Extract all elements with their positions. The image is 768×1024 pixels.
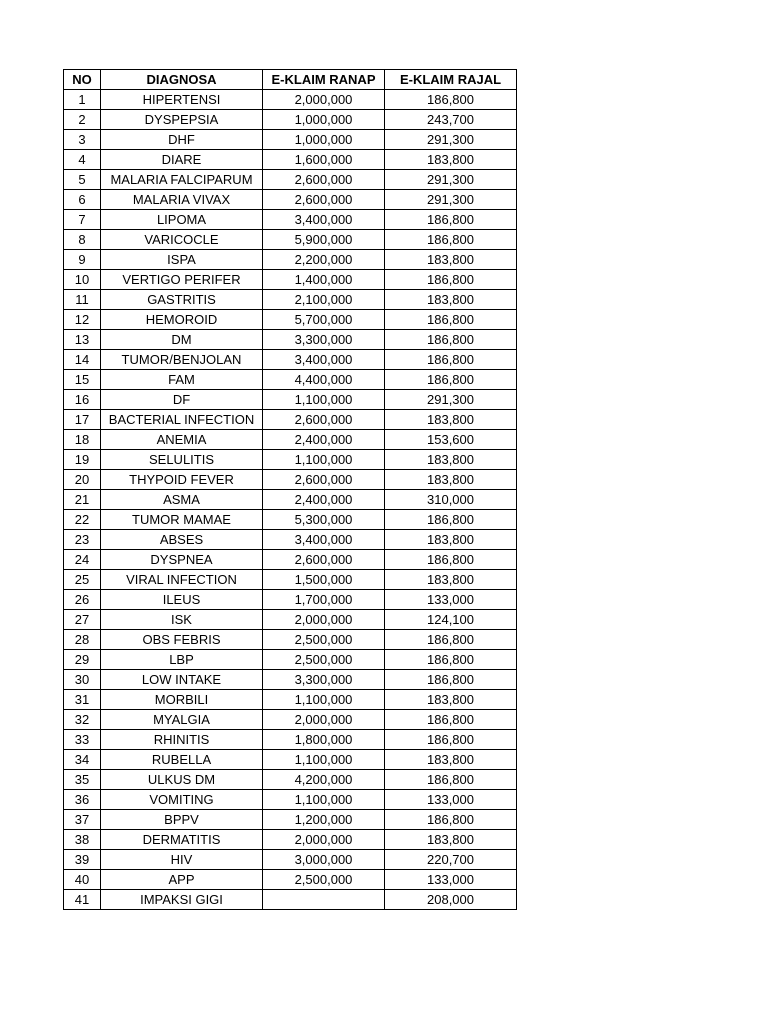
cell-eklaim-rajal: 183,800 — [385, 530, 517, 550]
cell-no: 30 — [64, 670, 101, 690]
cell-eklaim-rajal: 183,800 — [385, 410, 517, 430]
table-row — [64, 250, 517, 270]
table-row — [64, 230, 517, 250]
claims-table — [63, 69, 517, 910]
table-row — [64, 810, 517, 830]
cell-no: 20 — [64, 470, 101, 490]
cell-diagnosa: DYSPEPSIA — [101, 110, 263, 130]
cell-no: 27 — [64, 610, 101, 630]
cell-eklaim-ranap: 2,500,000 — [263, 650, 385, 670]
cell-diagnosa: DIARE — [101, 150, 263, 170]
cell-eklaim-ranap: 1,000,000 — [263, 130, 385, 150]
cell-eklaim-ranap: 2,400,000 — [263, 490, 385, 510]
cell-no: 33 — [64, 730, 101, 750]
cell-eklaim-ranap: 2,200,000 — [263, 250, 385, 270]
cell-no: 37 — [64, 810, 101, 830]
cell-eklaim-rajal: 183,800 — [385, 830, 517, 850]
cell-diagnosa: DHF — [101, 130, 263, 150]
cell-no: 5 — [64, 170, 101, 190]
cell-no: 6 — [64, 190, 101, 210]
cell-eklaim-ranap: 1,100,000 — [263, 690, 385, 710]
table-row — [64, 410, 517, 430]
table-row — [64, 510, 517, 530]
cell-diagnosa: HEMOROID — [101, 310, 263, 330]
cell-eklaim-ranap: 2,600,000 — [263, 550, 385, 570]
table-row — [64, 470, 517, 490]
cell-eklaim-ranap: 5,900,000 — [263, 230, 385, 250]
cell-no: 25 — [64, 570, 101, 590]
cell-eklaim-rajal: 208,000 — [385, 890, 517, 910]
cell-no: 1 — [64, 90, 101, 110]
cell-eklaim-ranap: 1,000,000 — [263, 110, 385, 130]
cell-eklaim-ranap: 2,500,000 — [263, 630, 385, 650]
cell-eklaim-ranap: 3,400,000 — [263, 210, 385, 230]
cell-no: 3 — [64, 130, 101, 150]
cell-no: 32 — [64, 710, 101, 730]
cell-no: 8 — [64, 230, 101, 250]
cell-diagnosa: ULKUS DM — [101, 770, 263, 790]
cell-eklaim-ranap: 1,800,000 — [263, 730, 385, 750]
cell-eklaim-ranap: 1,100,000 — [263, 390, 385, 410]
cell-no: 9 — [64, 250, 101, 270]
cell-diagnosa: ISPA — [101, 250, 263, 270]
cell-eklaim-rajal: 186,800 — [385, 90, 517, 110]
cell-no: 22 — [64, 510, 101, 530]
table-row — [64, 750, 517, 770]
cell-eklaim-rajal: 186,800 — [385, 370, 517, 390]
cell-diagnosa: RHINITIS — [101, 730, 263, 750]
table-row — [64, 710, 517, 730]
table-row — [64, 670, 517, 690]
cell-eklaim-ranap: 5,300,000 — [263, 510, 385, 530]
cell-eklaim-ranap: 2,600,000 — [263, 470, 385, 490]
cell-eklaim-rajal: 291,300 — [385, 390, 517, 410]
cell-diagnosa: ILEUS — [101, 590, 263, 610]
table-row — [64, 390, 517, 410]
cell-eklaim-rajal: 186,800 — [385, 710, 517, 730]
table-row — [64, 610, 517, 630]
table-row — [64, 190, 517, 210]
cell-diagnosa: APP — [101, 870, 263, 890]
table-row — [64, 210, 517, 230]
cell-eklaim-rajal: 186,800 — [385, 270, 517, 290]
cell-diagnosa: MORBILI — [101, 690, 263, 710]
cell-diagnosa: TUMOR MAMAE — [101, 510, 263, 530]
cell-diagnosa: GASTRITIS — [101, 290, 263, 310]
cell-eklaim-ranap: 1,100,000 — [263, 790, 385, 810]
cell-eklaim-rajal: 291,300 — [385, 190, 517, 210]
cell-eklaim-rajal: 133,000 — [385, 590, 517, 610]
cell-eklaim-ranap: 1,400,000 — [263, 270, 385, 290]
table-row — [64, 170, 517, 190]
cell-eklaim-rajal: 183,800 — [385, 470, 517, 490]
cell-eklaim-ranap: 2,600,000 — [263, 410, 385, 430]
cell-eklaim-ranap: 2,400,000 — [263, 430, 385, 450]
cell-eklaim-rajal: 183,800 — [385, 570, 517, 590]
cell-diagnosa: BACTERIAL INFECTION — [101, 410, 263, 430]
table-row — [64, 650, 517, 670]
cell-eklaim-ranap: 2,000,000 — [263, 610, 385, 630]
cell-no: 24 — [64, 550, 101, 570]
cell-eklaim-rajal: 183,800 — [385, 150, 517, 170]
cell-eklaim-rajal: 186,800 — [385, 310, 517, 330]
cell-no: 12 — [64, 310, 101, 330]
table-row — [64, 110, 517, 130]
cell-diagnosa: LIPOMA — [101, 210, 263, 230]
table-row — [64, 90, 517, 110]
table-row — [64, 490, 517, 510]
cell-eklaim-rajal: 124,100 — [385, 610, 517, 630]
cell-eklaim-rajal: 186,800 — [385, 210, 517, 230]
table-row — [64, 290, 517, 310]
cell-eklaim-rajal: 243,700 — [385, 110, 517, 130]
cell-eklaim-ranap: 4,400,000 — [263, 370, 385, 390]
cell-eklaim-rajal: 133,000 — [385, 790, 517, 810]
table-row — [64, 530, 517, 550]
cell-diagnosa: MALARIA VIVAX — [101, 190, 263, 210]
cell-diagnosa: TUMOR/BENJOLAN — [101, 350, 263, 370]
cell-diagnosa: DF — [101, 390, 263, 410]
cell-no: 40 — [64, 870, 101, 890]
cell-eklaim-ranap: 1,700,000 — [263, 590, 385, 610]
cell-eklaim-ranap: 5,700,000 — [263, 310, 385, 330]
cell-no: 34 — [64, 750, 101, 770]
table-row — [64, 570, 517, 590]
table-row — [64, 370, 517, 390]
cell-no: 15 — [64, 370, 101, 390]
cell-no: 2 — [64, 110, 101, 130]
table-row — [64, 150, 517, 170]
cell-no: 35 — [64, 770, 101, 790]
cell-diagnosa: MALARIA FALCIPARUM — [101, 170, 263, 190]
cell-eklaim-ranap: 3,400,000 — [263, 350, 385, 370]
cell-no: 17 — [64, 410, 101, 430]
cell-diagnosa: DM — [101, 330, 263, 350]
cell-eklaim-rajal: 183,800 — [385, 450, 517, 470]
cell-eklaim-ranap: 2,000,000 — [263, 710, 385, 730]
cell-eklaim-ranap: 2,500,000 — [263, 870, 385, 890]
header-eklaim-ranap: E-KLAIM RANAP — [263, 70, 385, 90]
table-row — [64, 830, 517, 850]
cell-eklaim-rajal: 183,800 — [385, 750, 517, 770]
table-row — [64, 790, 517, 810]
cell-diagnosa: VARICOCLE — [101, 230, 263, 250]
table-row — [64, 550, 517, 570]
cell-diagnosa: ANEMIA — [101, 430, 263, 450]
table-row — [64, 450, 517, 470]
cell-eklaim-ranap — [263, 890, 385, 910]
cell-no: 18 — [64, 430, 101, 450]
cell-eklaim-ranap: 1,200,000 — [263, 810, 385, 830]
cell-eklaim-ranap: 3,300,000 — [263, 670, 385, 690]
cell-diagnosa: LOW INTAKE — [101, 670, 263, 690]
cell-eklaim-rajal: 186,800 — [385, 330, 517, 350]
cell-no: 23 — [64, 530, 101, 550]
table-row — [64, 870, 517, 890]
cell-diagnosa: LBP — [101, 650, 263, 670]
cell-diagnosa: SELULITIS — [101, 450, 263, 470]
table-row — [64, 310, 517, 330]
table-row — [64, 890, 517, 910]
cell-eklaim-rajal: 186,800 — [385, 730, 517, 750]
cell-no: 28 — [64, 630, 101, 650]
table-row — [64, 270, 517, 290]
cell-eklaim-rajal: 186,800 — [385, 630, 517, 650]
header-eklaim-rajal: E-KLAIM RAJAL — [385, 70, 517, 90]
cell-diagnosa: VIRAL INFECTION — [101, 570, 263, 590]
cell-no: 39 — [64, 850, 101, 870]
cell-no: 13 — [64, 330, 101, 350]
table-row — [64, 850, 517, 870]
cell-eklaim-ranap: 1,500,000 — [263, 570, 385, 590]
cell-eklaim-rajal: 310,000 — [385, 490, 517, 510]
cell-no: 16 — [64, 390, 101, 410]
cell-no: 14 — [64, 350, 101, 370]
header-diagnosa: DIAGNOSA — [101, 70, 263, 90]
cell-diagnosa: OBS FEBRIS — [101, 630, 263, 650]
table-row — [64, 330, 517, 350]
cell-no: 7 — [64, 210, 101, 230]
cell-eklaim-rajal: 183,800 — [385, 690, 517, 710]
cell-eklaim-rajal: 186,800 — [385, 770, 517, 790]
table-row — [64, 590, 517, 610]
cell-diagnosa: ABSES — [101, 530, 263, 550]
cell-eklaim-ranap: 1,600,000 — [263, 150, 385, 170]
header-row — [64, 70, 517, 90]
cell-diagnosa: HIV — [101, 850, 263, 870]
cell-eklaim-rajal: 220,700 — [385, 850, 517, 870]
cell-diagnosa: ISK — [101, 610, 263, 630]
cell-eklaim-rajal: 186,800 — [385, 350, 517, 370]
cell-diagnosa: VERTIGO PERIFER — [101, 270, 263, 290]
cell-eklaim-ranap: 2,000,000 — [263, 830, 385, 850]
cell-eklaim-rajal: 186,800 — [385, 670, 517, 690]
table-row — [64, 130, 517, 150]
cell-eklaim-ranap: 3,300,000 — [263, 330, 385, 350]
cell-eklaim-rajal: 186,800 — [385, 550, 517, 570]
cell-eklaim-rajal: 183,800 — [385, 290, 517, 310]
cell-no: 26 — [64, 590, 101, 610]
cell-eklaim-rajal: 133,000 — [385, 870, 517, 890]
table-row — [64, 690, 517, 710]
cell-diagnosa: RUBELLA — [101, 750, 263, 770]
cell-diagnosa: BPPV — [101, 810, 263, 830]
cell-no: 4 — [64, 150, 101, 170]
cell-eklaim-ranap: 2,600,000 — [263, 190, 385, 210]
cell-eklaim-ranap: 1,100,000 — [263, 450, 385, 470]
cell-diagnosa: MYALGIA — [101, 710, 263, 730]
cell-eklaim-rajal: 186,800 — [385, 810, 517, 830]
cell-no: 11 — [64, 290, 101, 310]
cell-eklaim-rajal: 153,600 — [385, 430, 517, 450]
cell-eklaim-rajal: 186,800 — [385, 650, 517, 670]
table-row — [64, 350, 517, 370]
cell-no: 36 — [64, 790, 101, 810]
cell-eklaim-ranap: 1,100,000 — [263, 750, 385, 770]
cell-no: 19 — [64, 450, 101, 470]
cell-diagnosa: VOMITING — [101, 790, 263, 810]
cell-eklaim-ranap: 2,100,000 — [263, 290, 385, 310]
table-row — [64, 630, 517, 650]
cell-eklaim-ranap: 2,000,000 — [263, 90, 385, 110]
cell-diagnosa: HIPERTENSI — [101, 90, 263, 110]
cell-diagnosa: IMPAKSI GIGI — [101, 890, 263, 910]
cell-no: 10 — [64, 270, 101, 290]
cell-diagnosa: THYPOID FEVER — [101, 470, 263, 490]
cell-no: 31 — [64, 690, 101, 710]
cell-eklaim-rajal: 186,800 — [385, 510, 517, 530]
cell-eklaim-ranap: 3,400,000 — [263, 530, 385, 550]
cell-no: 21 — [64, 490, 101, 510]
table-row — [64, 730, 517, 750]
cell-eklaim-rajal: 291,300 — [385, 130, 517, 150]
cell-diagnosa: ASMA — [101, 490, 263, 510]
cell-eklaim-ranap: 3,000,000 — [263, 850, 385, 870]
cell-eklaim-rajal: 186,800 — [385, 230, 517, 250]
cell-eklaim-ranap: 4,200,000 — [263, 770, 385, 790]
cell-no: 38 — [64, 830, 101, 850]
cell-diagnosa: FAM — [101, 370, 263, 390]
cell-diagnosa: DYSPNEA — [101, 550, 263, 570]
header-no: NO — [64, 70, 101, 90]
cell-no: 29 — [64, 650, 101, 670]
cell-eklaim-rajal: 183,800 — [385, 250, 517, 270]
cell-eklaim-rajal: 291,300 — [385, 170, 517, 190]
cell-diagnosa: DERMATITIS — [101, 830, 263, 850]
cell-no: 41 — [64, 890, 101, 910]
table-row — [64, 770, 517, 790]
table-body — [64, 90, 517, 910]
cell-eklaim-ranap: 2,600,000 — [263, 170, 385, 190]
table-row — [64, 430, 517, 450]
